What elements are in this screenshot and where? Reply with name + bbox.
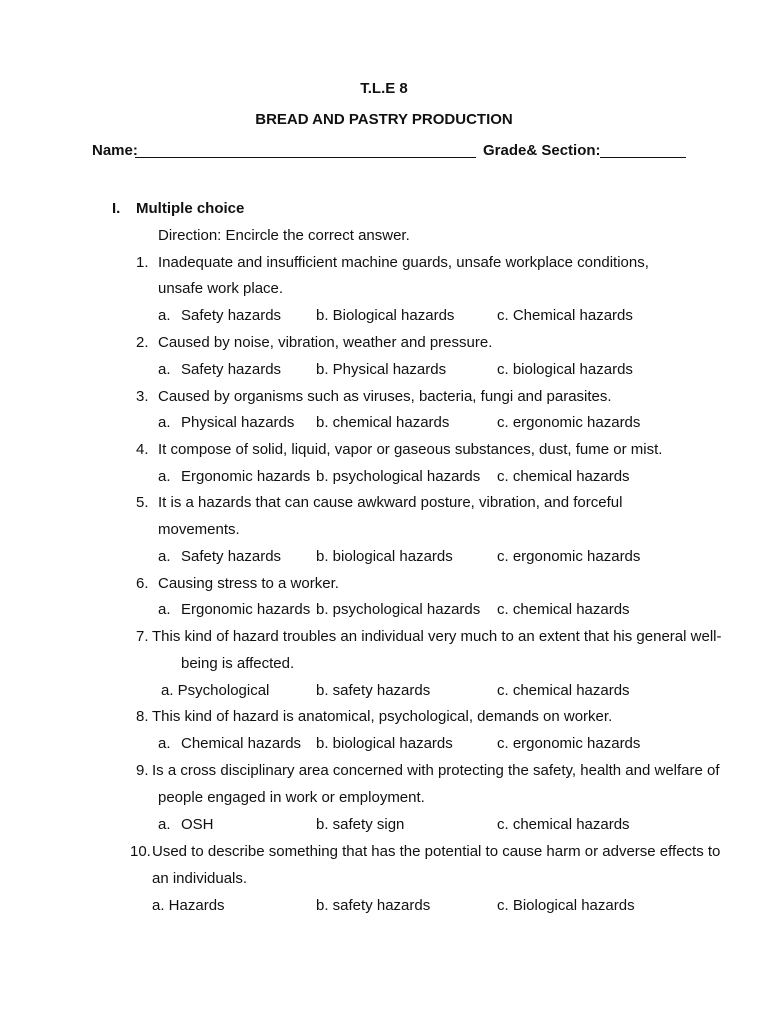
choice-b[interactable]: b. psychological hazards: [316, 468, 481, 485]
grade-section-label: Grade& Section:: [483, 142, 601, 159]
question-text: This kind of hazard is anatomical, psychological, demands on worker.: [152, 708, 613, 725]
choice-c[interactable]: c. ergonomic hazards: [497, 414, 641, 431]
question-text: Caused by noise, vibration, weather and pressure.: [158, 334, 493, 351]
question-number: 1.: [136, 254, 149, 271]
choice-c[interactable]: c. ergonomic hazards: [497, 735, 641, 752]
choice-c[interactable]: c. chemical hazards: [497, 816, 630, 833]
question-number: 7.: [136, 628, 149, 645]
choice-a-marker: a.: [158, 468, 171, 485]
choice-a-marker: a.: [158, 307, 171, 324]
question-number: 4.: [136, 441, 149, 458]
question-text: It compose of solid, liquid, vapor or gaseous substances, dust, fume or mist.: [158, 441, 663, 458]
question-text: This kind of hazard troubles an individual very much to an extent that his general well-: [152, 628, 722, 645]
name-blank-line[interactable]: [135, 157, 476, 158]
choice-a-marker: a.: [158, 361, 171, 378]
question-number: 5.: [136, 494, 149, 511]
section-number: I.: [112, 200, 121, 217]
choice-c[interactable]: c. ergonomic hazards: [497, 548, 641, 565]
question-text: being is affected.: [181, 655, 295, 672]
choice-a-marker: a.: [158, 601, 171, 618]
name-label: Name:: [92, 142, 138, 159]
page-title: T.L.E 8: [360, 80, 408, 97]
choice-a[interactable]: Safety hazards: [181, 548, 282, 565]
choice-a[interactable]: Ergonomic hazards: [181, 468, 311, 485]
question-number: 10.: [130, 843, 151, 860]
grade-section-blank-line[interactable]: [600, 157, 686, 158]
choice-a[interactable]: Safety hazards: [181, 361, 282, 378]
direction-text: Direction: Encircle the correct answer.: [158, 227, 410, 244]
choice-a[interactable]: Chemical hazards: [181, 735, 302, 752]
question-number: 8.: [136, 708, 149, 725]
question-text: unsafe work place.: [158, 280, 284, 297]
question-text: Is a cross disciplinary area concerned with protecting the safety, health and welfare of: [152, 762, 720, 779]
choice-a[interactable]: Safety hazards: [181, 307, 282, 324]
question-text: Inadequate and insufficient machine guards, unsafe workplace conditions,: [158, 254, 649, 271]
question-text: Used to describe something that has the potential to cause harm or adverse effects to: [152, 843, 721, 860]
choice-c[interactable]: c. Chemical hazards: [497, 307, 633, 324]
section-title: Multiple choice: [136, 200, 245, 217]
question-text: It is a hazards that can cause awkward posture, vibration, and forceful: [158, 494, 623, 511]
choice-a[interactable]: OSH: [181, 816, 214, 833]
choice-a[interactable]: a. Hazards: [152, 897, 225, 914]
page-subtitle: BREAD AND PASTRY PRODUCTION: [255, 111, 513, 128]
choice-a-marker: a.: [158, 414, 171, 431]
choice-b[interactable]: b. psychological hazards: [316, 601, 481, 618]
question-number: 2.: [136, 334, 149, 351]
question-text: Caused by organisms such as viruses, bacteria, fungi and parasites.: [158, 388, 612, 405]
choice-c[interactable]: c. chemical hazards: [497, 601, 630, 618]
question-number: 6.: [136, 575, 149, 592]
choice-b[interactable]: b. biological hazards: [316, 548, 453, 565]
choice-b[interactable]: b. safety sign: [316, 816, 405, 833]
choice-b[interactable]: b. Physical hazards: [316, 361, 447, 378]
choice-a[interactable]: Physical hazards: [181, 414, 295, 431]
choice-a-marker: a.: [158, 735, 171, 752]
choice-c[interactable]: c. Biological hazards: [497, 897, 635, 914]
choice-b[interactable]: b. safety hazards: [316, 897, 431, 914]
choice-b[interactable]: b. chemical hazards: [316, 414, 450, 431]
choice-a-marker: a.: [158, 548, 171, 565]
choice-c[interactable]: c. chemical hazards: [497, 682, 630, 699]
choice-a[interactable]: a. Psychological: [161, 682, 270, 699]
question-number: 3.: [136, 388, 149, 405]
question-text: an individuals.: [152, 870, 248, 887]
choice-c[interactable]: c. chemical hazards: [497, 468, 630, 485]
question-text: Causing stress to a worker.: [158, 575, 339, 592]
question-text: people engaged in work or employment.: [158, 789, 425, 806]
choice-c[interactable]: c. biological hazards: [497, 361, 633, 378]
choice-b[interactable]: b. Biological hazards: [316, 307, 455, 324]
choice-b[interactable]: b. biological hazards: [316, 735, 453, 752]
choice-a[interactable]: Ergonomic hazards: [181, 601, 311, 618]
question-number: 9.: [136, 762, 149, 779]
question-text: movements.: [158, 521, 240, 538]
choice-a-marker: a.: [158, 816, 171, 833]
choice-b[interactable]: b. safety hazards: [316, 682, 431, 699]
